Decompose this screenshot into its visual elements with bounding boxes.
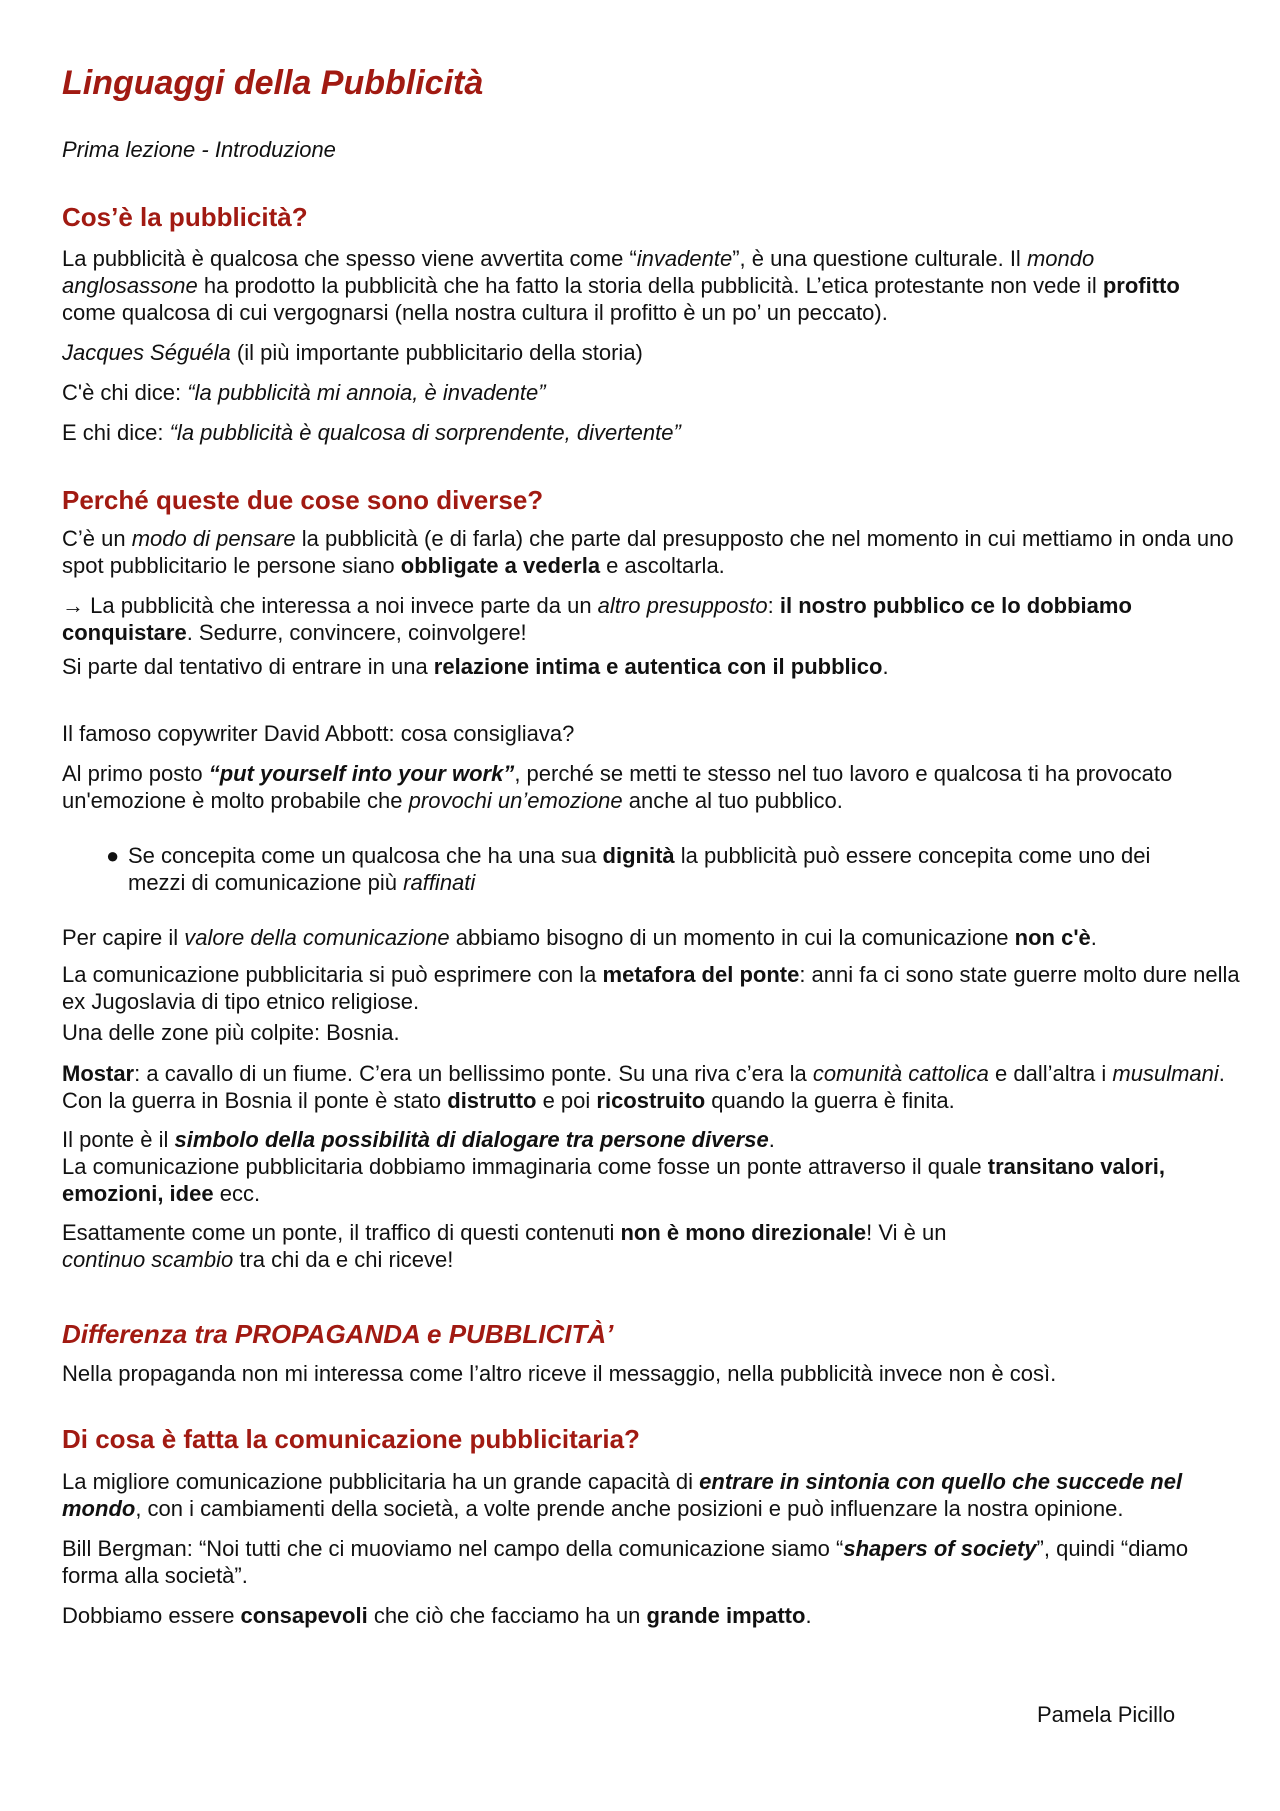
list-item-text: Se concepita come un qualcosa che ha una sua dignità la pubblicità può essere concepita come uno dei mezzi di comunicazione più raffinati xyxy=(128,843,1151,895)
paragraph: Mostar: a cavallo di un fiume. C’era un bellissimo ponte. Su una riva c’era la comunità cattolica e dall’altra i musulmani. Con la guerra in Bosnia il ponte è stato distrutto e poi ricostruito quando la guerra è finita. xyxy=(62,1061,1225,1113)
quote-paragraph: E chi dice: “la pubblicità è qualcosa di sorprendente, divertente” xyxy=(62,420,681,445)
document-subtitle: Prima lezione - Introduzione xyxy=(62,137,336,162)
author-signature: Pamela Picillo xyxy=(1037,1702,1176,1727)
paragraph: Esattamente come un ponte, il traffico di questi contenuti non è mono direzionale! Vi è un continuo scambio tra chi da e chi riceve! xyxy=(62,1220,947,1272)
bullet-icon: ● xyxy=(106,843,120,868)
paragraph: La comunicazione pubblicitaria si può esprimere con la metafora del ponte: anni fa ci sono state guerre molto dure nella ex Jugoslavia di tipo etnico religiose. xyxy=(62,962,1240,1014)
paragraph: La migliore comunicazione pubblicitaria ha un grande capacità di entrare in sintonia con quello che succede nel mondo, con i cambiamenti della società, a volte prende anche posizioni e può influenzare la nostra opinione. xyxy=(62,1469,1183,1521)
paragraph: Al primo posto “put yourself into your work”, perché se metti te stesso nel tuo lavoro e qualcosa ti ha provocato un'emozione è molto probabile che provochi un’emozione anche al tuo pubblico. xyxy=(62,761,1173,813)
paragraph: Una delle zone più colpite: Bosnia. xyxy=(62,1020,400,1045)
paragraph: Nella propaganda non mi interessa come l’altro riceve il messaggio, nella pubblicità invece non è così. xyxy=(62,1361,1057,1386)
paragraph: Per capire il valore della comunicazione abbiamo bisogno di un momento in cui la comunicazione non c'è. xyxy=(62,925,1097,950)
paragraph: La pubblicità è qualcosa che spesso viene avvertita come “invadente”, è una questione culturale. Il mondo anglosassone ha prodotto la pubblicità che ha fatto la storia della pubblicità. L’etica protestante non vede il profitto come qualcosa di cui vergognarsi (nella nostra cultura il profitto è un po’ un peccato). xyxy=(62,246,1180,325)
section-heading-perche: Perché queste due cose sono diverse? xyxy=(62,485,544,515)
section-body-perche xyxy=(62,525,1262,1273)
paragraph: Bill Bergman: “Noi tutti che ci muoviamo nel campo della comunicazione siamo “shapers of society”, quindi “diamo forma alla società”. xyxy=(62,1536,1189,1588)
paragraph: Si parte dal tentativo di entrare in una relazione intima e autentica con il pubblico. xyxy=(62,654,889,679)
paragraph: → La pubblicità che interessa a noi invece parte da un altro presupposto: il nostro pubblico ce lo dobbiamo conquistare. Sedurre, convincere, coinvolgere! xyxy=(62,593,1132,645)
paragraph: La comunicazione pubblicitaria dobbiamo immaginaria come fosse un ponte attraverso il quale transitano valori, emozioni, idee ecc. xyxy=(62,1154,1166,1206)
paragraph: Il famoso copywriter David Abbott: cosa consigliava? xyxy=(62,721,575,746)
section-heading-di-cosa: Di cosa è fatta la comunicazione pubblicitaria? xyxy=(62,1424,640,1454)
paragraph: Il ponte è il simbolo della possibilità di dialogare tra persone diverse. xyxy=(62,1127,775,1152)
section-body-di-cosa xyxy=(62,1468,1262,1629)
section-body-cos-e xyxy=(62,245,1262,446)
list-item xyxy=(62,842,1246,896)
section-heading-differenza: Differenza tra PROPAGANDA e PUBBLICITÀ’ xyxy=(62,1319,614,1349)
quote-paragraph: C'è chi dice: “la pubblicità mi annoia, è invadente” xyxy=(62,380,546,405)
paragraph: C’è un modo di pensare la pubblicità (e di farla) che parte dal presupposto che nel momento in cui mettiamo in onda uno spot pubblicitario le persone siano obbligate a vederla e ascoltarla. xyxy=(62,526,1234,578)
section-body-differenza xyxy=(62,1360,1262,1387)
document-title: Linguaggi della Pubblicità xyxy=(62,64,484,102)
section-heading-cos-e: Cos’è la pubblicità? xyxy=(62,202,308,232)
paragraph: Jacques Séguéla (il più importante pubblicitario della storia) xyxy=(62,340,643,365)
paragraph: Dobbiamo essere consapevoli che ciò che facciamo ha un grande impatto. xyxy=(62,1603,812,1628)
